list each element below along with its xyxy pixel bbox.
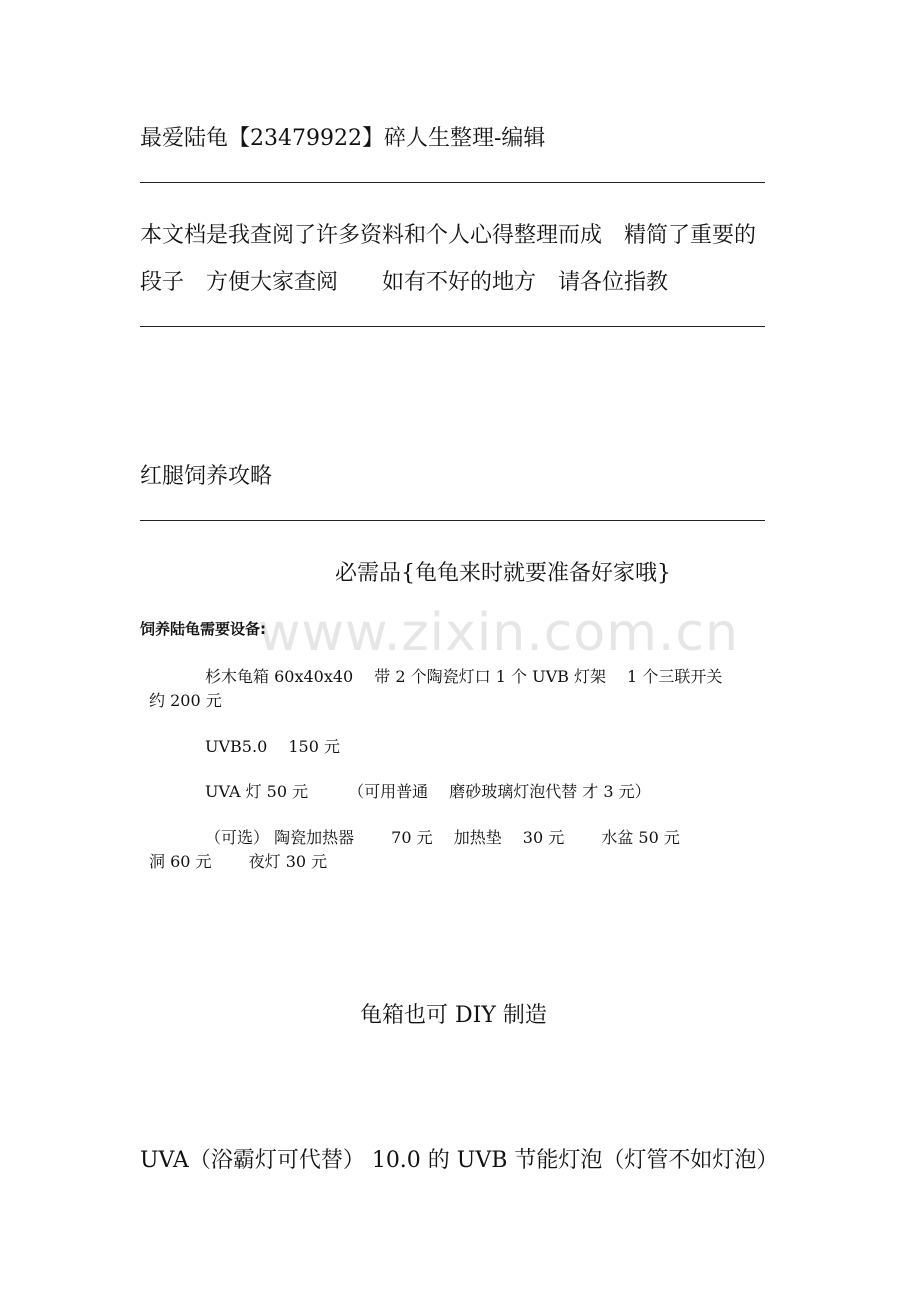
center-heading: 必需品{龟龟来时就要准备好家哦} [335,561,671,586]
equipment-item-1: 杉木龟箱 60x40x40 带 2 个陶瓷灯口 1 个 UVB 灯架 1 个三联开关 [205,667,723,686]
equipment-item-3: UVA 灯 50 元 （可用普通 磨砂玻璃灯泡代替 才 3 元） [205,782,651,801]
intro-line-1: 本文档是我查阅了许多资料和个人心得整理而成 精简了重要的 [140,223,757,248]
intro-line-2: 段子 方便大家查阅 如有不好的地方 请各位指教 [140,270,669,295]
equipment-item-4: （可选） 陶瓷加热器 70 元 加热垫 30 元 水盆 50 元 [205,828,680,847]
bottom-line: UVA（浴霸灯可代替） 10.0 的 UVB 节能灯泡（灯管不如灯泡） [140,1148,779,1173]
equipment-item-1-cont: 约 200 元 [149,691,222,710]
section-title: 红腿饲养攻略 [140,464,273,489]
divider [140,326,765,327]
watermark: www.zixin.com.cn [258,603,739,663]
divider [140,182,765,183]
equipment-label: 饲养陆龟需要设备: [140,620,266,638]
divider [140,520,765,521]
equipment-item-4-cont: 洞 60 元 夜灯 30 元 [149,852,328,871]
equipment-item-2: UVB5.0 150 元 [205,737,340,756]
document-title: 最爱陆龟【23479922】碎人生整理-编辑 [140,126,546,151]
diy-heading: 龟箱也可 DIY 制造 [360,1003,547,1028]
